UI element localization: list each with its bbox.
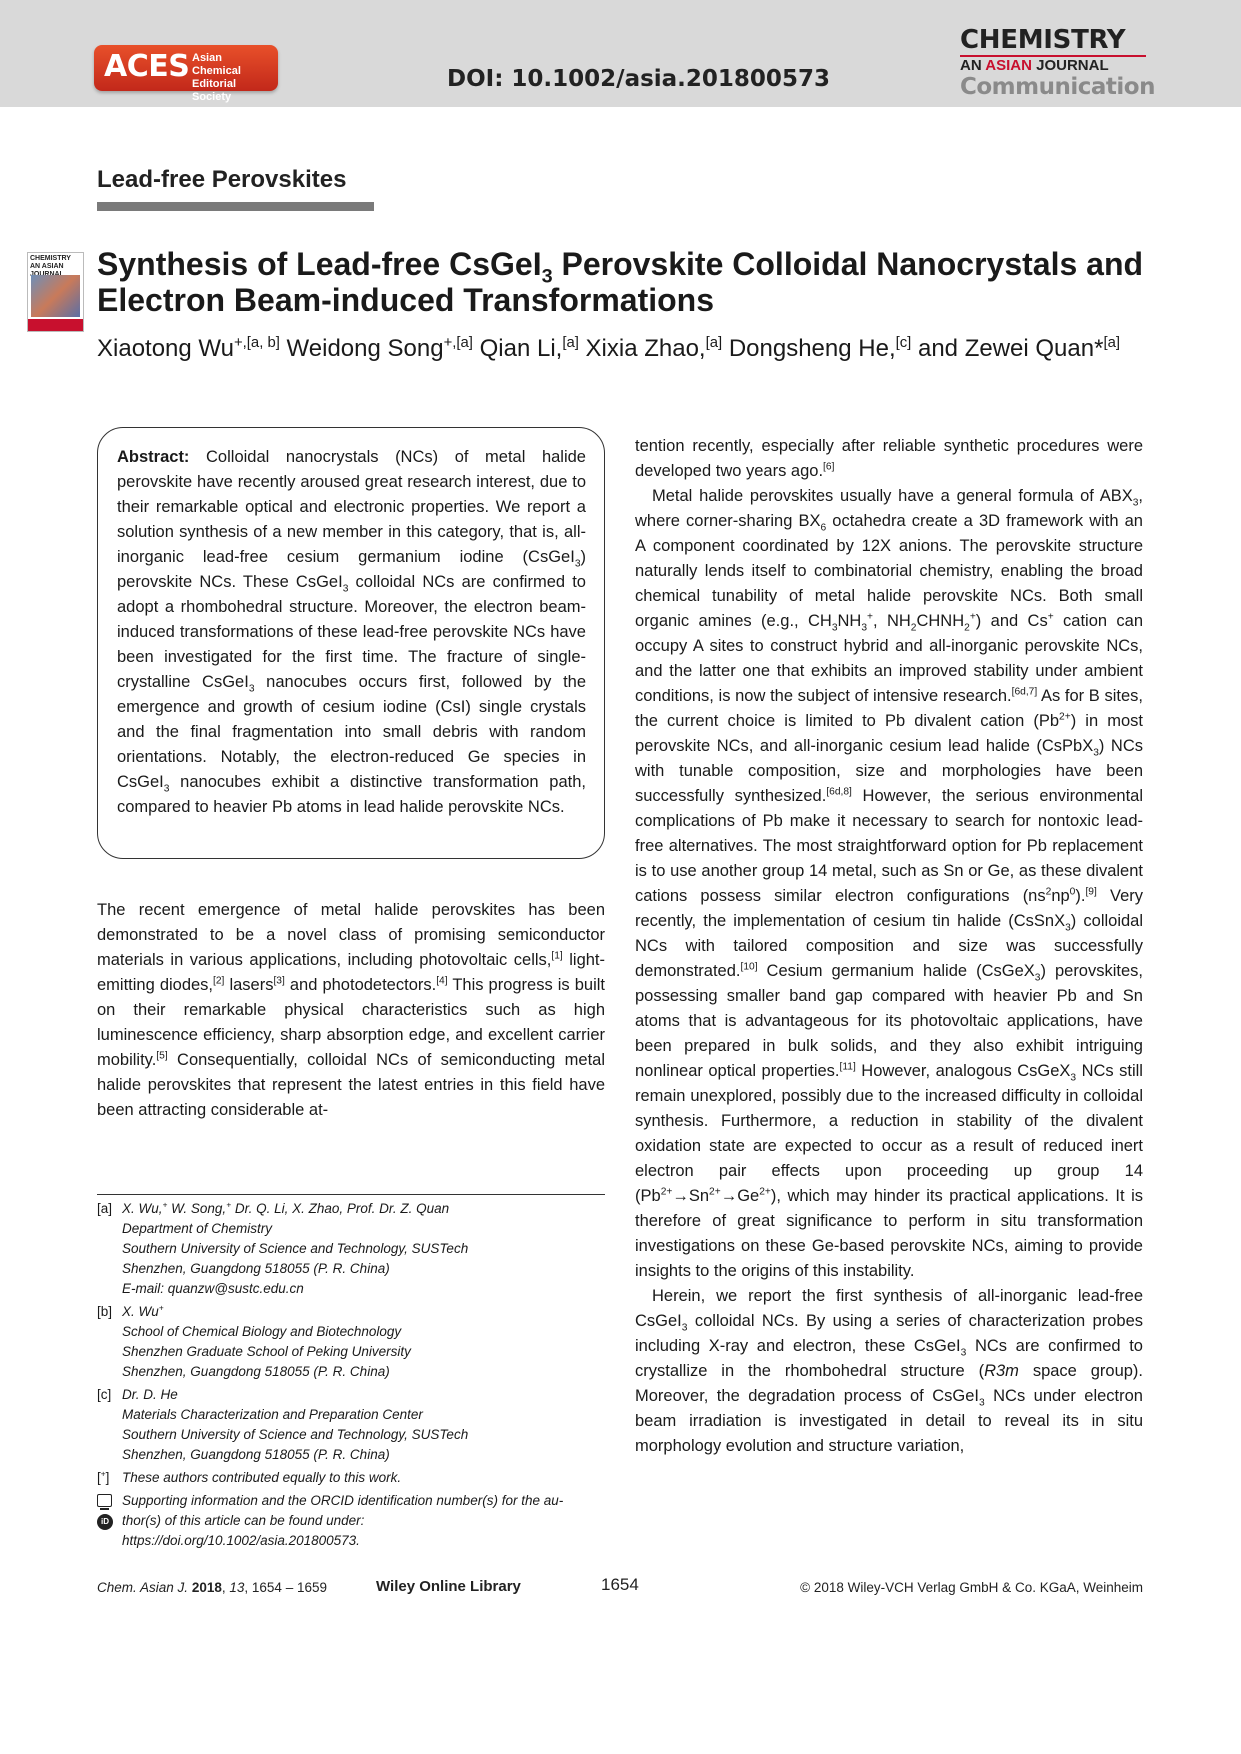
- paragraph-3: Herein, we report the first synthesis of all-inorganic lead-free CsGeI$_3$ colloidal NCs. By using a series of characterization probes including X-ray and electron, these CsGeI$_3$ NCs are confirmed to crystallize in the rhombohedral structure (R3m space group). Moreover, the degradation process of CsGeI$_3$ NCs under electron beam irradiation is investigated in detail to reveal its in situ morphology evolution and structure variation,: [635, 1287, 1143, 1455]
- affiliation-label: [c]: [97, 1387, 112, 1402]
- page-number: 1654: [601, 1575, 639, 1594]
- aces-logo[interactable]: [94, 45, 278, 103]
- journal-subtitle: AN ASIAN JOURNAL: [960, 55, 1146, 74]
- supporting-info-text: Supporting information and the ORCID identification number(s) for the au- thor(s) of this article can be found under: https://doi.org/10.1002/asia.201800573.: [122, 1493, 564, 1548]
- body-right-column: [635, 434, 1143, 1459]
- article-type: Communication: [960, 74, 1155, 100]
- affiliation-label: [b]: [97, 1304, 113, 1319]
- orcid-icon: iD: [97, 1514, 113, 1530]
- affiliation-text: These authors contributed equally to this work.: [122, 1470, 402, 1485]
- affiliation-text: X. Wu,+ W. Song,+ Dr. Q. Li, X. Zhao, Prof. Dr. Z. Quan Department of Chemistry Southern University of Science and Technology, SUSTech Shenzhen, Guangdong 518055 (P. R. China) E-mail: quanzw@sustc.edu.cn: [122, 1199, 469, 1296]
- journal-logo: [960, 25, 1155, 100]
- affiliation-text: Dr. D. He Materials Characterization and Preparation Center Southern University of Science and Technology, SUSTech Shenzhen, Guangdong 518055 (P. R. China): [122, 1387, 469, 1462]
- section-underline: [97, 202, 374, 211]
- journal-cover-thumbnail[interactable]: [27, 252, 84, 332]
- computer-icon: [97, 1494, 112, 1507]
- cover-band: [28, 319, 83, 331]
- affiliation-note: [97, 1385, 605, 1465]
- journal-name: CHEMISTRY: [960, 25, 1126, 55]
- aces-logo-text: ACES: [104, 49, 190, 84]
- affiliation-note: [97, 1199, 605, 1299]
- abstract-box: [97, 427, 605, 859]
- affiliation-label: [a]: [97, 1201, 113, 1216]
- affiliation-text: X. Wu+ School of Chemical Biology and Biotechnology Shenzhen Graduate School of Peking University Shenzhen, Guangdong 518055 (P. R. China): [122, 1302, 411, 1379]
- affiliations: [97, 1199, 605, 1551]
- citation: Chem. Asian J. 2018, 13, 1654 – 1659: [97, 1580, 327, 1595]
- doi[interactable]: DOI: 10.1002/asia.201800573: [447, 66, 830, 92]
- article-title: Synthesis of Lead-free CsGeI$_3$ Perovskite Colloidal Nanocrystals and Electron Beam-induced Transformations: [97, 246, 1144, 318]
- copyright: © 2018 Wiley-VCH Verlag GmbH & Co. KGaA, Weinheim: [800, 1580, 1143, 1595]
- section-heading: Lead-free Perovskites: [97, 166, 347, 193]
- supporting-info-note[interactable]: [97, 1491, 605, 1551]
- affiliation-label: [+]: [97, 1468, 110, 1485]
- paragraph-continued: tention recently, especially after reliable synthetic procedures were developed two years ago.[6]: [635, 437, 1143, 480]
- paragraph-2: Metal halide perovskites usually have a general formula of $ABX_3$, where corner-sharing $BX_6$ octahedra create a 3D framework with an A component coordinated by 12X anions. The perovskite structure naturally lends itself to combinatorial chemistry, enabling the broad chemical tunability of metal halide perovskite NCs. Both small organic amines (e.g., $CH_3NH_3^+$, $NH_2CHNH_2^+$) and Cs+ cation can occupy A sites to construct hybrid and all-inorganic perovskite NCs, and the latter one that exhibits an improved stability under ambient conditions, is now the subject of intensive research.[6d,7] As for B sites, the current choice is limited to Pb divalent cation $(Pb^{2+})$ in most perovskite NCs, and all-inorganic cesium lead halide (CsPbX$_3$) NCs with tunable composition, size and morphologies have been successfully synthesized.[6d,8] However, the serious environmental complications of Pb make it necessary to search for nontoxic lead-free alternatives. The most straightforward option for Pb replacement is to use another group 14 metal, such as Sn or Ge, as these divalent cations possess similar electron configurations $(ns^2np^0).[9]$ Very recently, the implementation of cesium tin halide (CsSnX$_3$) colloidal NCs with tailored composition and size was successfully demonstrated.[10] Cesium germanium halide (CsGeX$_3$) perovskites, possessing smaller band gap compared with heavier Pb and Sn atoms that is advantageous for its photovoltaic applications, have been prepared in bulk solids, and they also exhibit intriguing nonlinear optical properties.[11] However, analogous CsGeX$_3$ NCs still remain unexplored, possibly due to the increased difficulty in colloidal synthesis. Furthermore, a reduction in stability of the divalent oxidation state are expected to occur as a result of reduced inert electron pair effects upon proceeding up group 14 $(Pb^{2+}\to Sn^{2+}\to Ge^{2+})$, which may hinder its practical applications. It is therefore of great significance to perform in situ transformation investigations on these Ge-based perovskite NCs, aiming to provide insights to the origins of this instability.: [635, 487, 1144, 1280]
- abstract-text: Abstract: Colloidal nanocrystals (NCs) of metal halide perovskite have recently aroused great research interest, due to their remarkable optical and electronic properties. We report a solution synthesis of a new member in this category, that is, all-inorganic lead-free cesium germanium iodine (CsGeI$_3$) perovskite NCs. These CsGeI$_3$ colloidal NCs are confirmed to adopt a rhombohedral structure. Moreover, the electron beam-induced transformations of these lead-free perovskite NCs have been investigated for the first time. The fracture of single-crystalline CsGeI$_3$ nanocubes occurs first, followed by the emergence and growth of cesium iodine (CsI) single crystals and the final fragmentation into small debris with random orientations. Notably, the electron-reduced Ge species in CsGeI$_3$ nanocubes exhibit a distinctive transformation path, compared to heavier Pb atoms in lead halide perovskite NCs.: [117, 448, 587, 816]
- footnote-rule: [97, 1194, 605, 1195]
- affiliation-note: [97, 1302, 605, 1382]
- cover-image: [31, 275, 80, 317]
- page-header: [0, 0, 1241, 107]
- cover-title: CHEMISTRY AN ASIAN: [30, 255, 71, 270]
- wiley-online-library[interactable]: Wiley Online Library: [376, 1578, 521, 1595]
- author-list: Xiaotong $Wu^{+,[a, b]}$ Weidong Song$^{+,[a]}$ Qian Li,[a] Xixia Zhao,[a] Dongsheng He,[c] and Zewei Quan*[a]: [97, 335, 1120, 362]
- affiliation-note: [97, 1468, 605, 1488]
- aces-society-name: Asian Chemical Editorial Society: [192, 52, 241, 103]
- body-left-column: The recent emergence of metal halide perovskites has been demonstrated to be a novel class of promising semiconductor materials in various applications, including photovoltaic cells,[1] light-emitting diodes,[2] lasers[3] and photodetectors.[4] This progress is built on their remarkable physical characteristics such as high luminescence efficiency, sharp absorption edge, and excellent carrier mobility.[5] Consequentially, colloidal NCs of semiconducting metal halide perovskites that represent the latest entries in this field have been attracting considerable at-: [97, 901, 605, 1119]
- abstract-label: Abstract:: [117, 448, 190, 466]
